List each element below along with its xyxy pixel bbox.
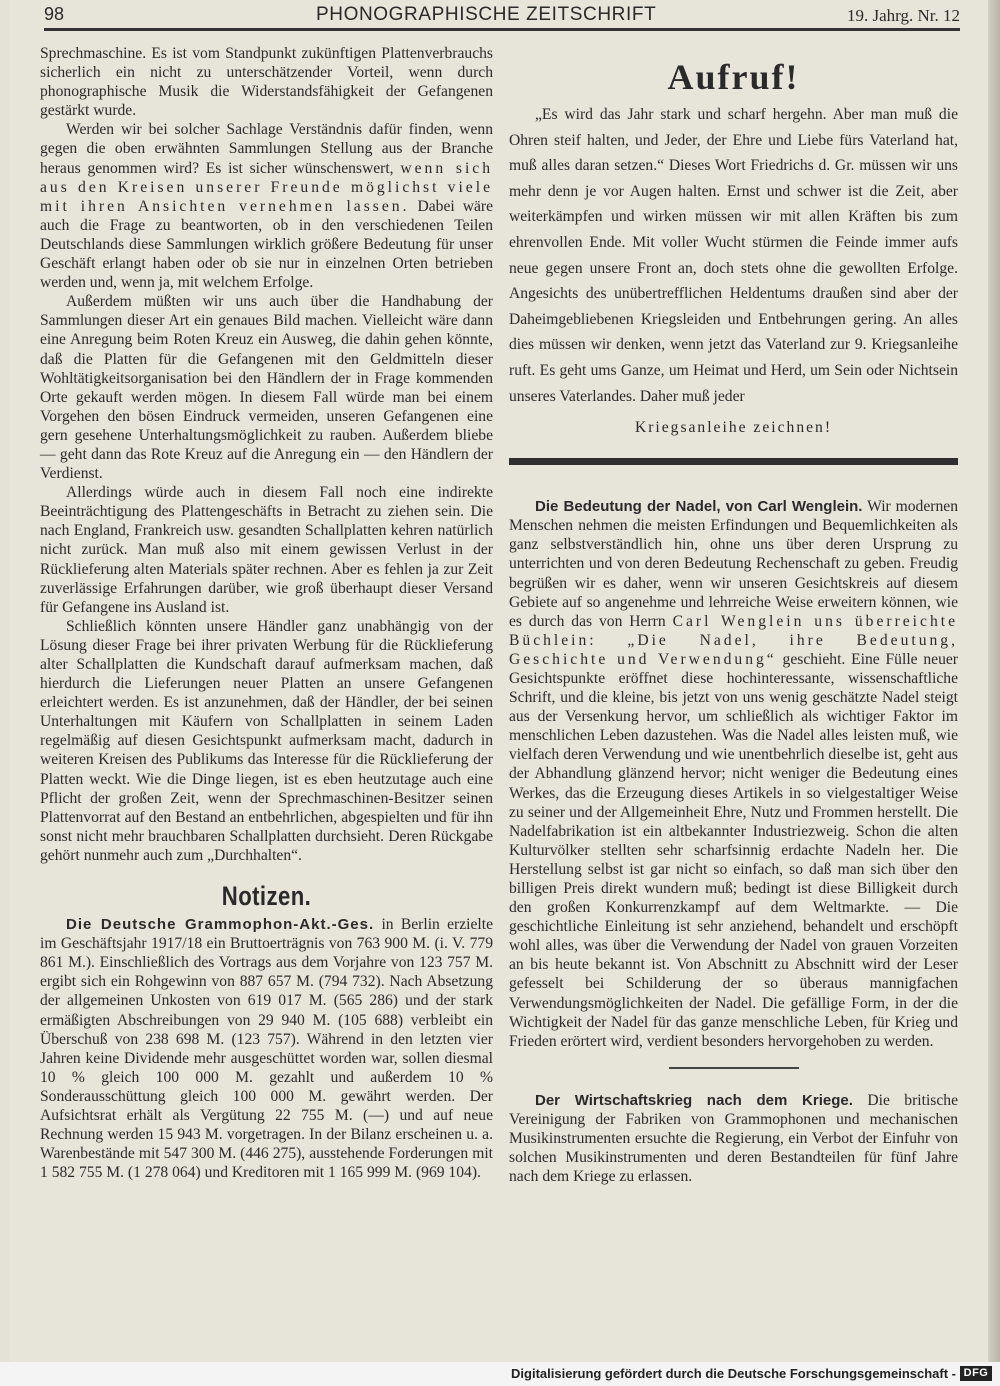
- wirtschaft-lead: Der Wirtschaftskrieg nach dem Kriege.: [535, 1091, 853, 1109]
- dfg-logo: DFG: [960, 1366, 992, 1381]
- paragraph: Sprechmaschine. Es ist vom Standpunkt zukünftigen Plattenverbrauchs sicherlich ein nicht zu unterschätzender Vorteil, wenn durch phonographische Musik die Widerstandsfähigkeit der Gefangenen gestärkt wurde.: [40, 45, 493, 120]
- paragraph: [40, 120, 493, 292]
- nadel-lead: Die Bedeutung der Nadel, von Carl Wenglein.: [535, 498, 863, 516]
- header-rule: [44, 28, 960, 31]
- journal-title: PHONOGRAPHISCHE ZEITSCHRIFT: [316, 4, 657, 25]
- section-divider: [509, 458, 958, 465]
- paragraph-text: Wir modernen Menschen nehmen die meisten Erfindungen und Bequemlichkeiten als ganz selbstverständlich hin, ohne uns über deren Ursprung zu unterrichten und von deren Bedeutung Rechenschaft zu geben. Freudig begrüßen wir es daher, wenn wir unseren Gesichtskreis auf diesem Gebiete auf so angenehme und lehrreiche Weise erweitern können, wie es durch das von Herrn: [509, 498, 958, 630]
- paragraph: Außerdem müßten wir uns auch über die Handhabung der Sammlungen dieser Art ein genaues Bild machen. Vielleicht wäre dann eine Anregung beim Roten Kreuz ein Ausweg, die dahin gehen könnte, daß die Platten für die Gefangenen mit den Geldmitteln dieser Wohltätigkeitsorganisation bei den Händlern der in Frage kommenden Orte gekauft werden mögen. In diesem Fall würde man bei einem Vorgehen den bösen Eindruck vermeiden, unseren Gefangenen eine gern gesehene Unterhaltungsmöglichkeit zu rauben. Außerdem bliebe — geht dann das Rote Kreuz auf die Anregung ein — den Händlern der Verdienst.: [40, 293, 493, 483]
- aufruf-paragraph: „Es wird das Jahr stark und scharf hergehn. Aber man muß die Ohren steif halten, und Jeder, der Ehre und Liebe fürs Vaterland hat, muß alles daran setzen.“ Dieses Wort Friedrichs d. Gr. müssen wir uns mehr denn je vor Augen halten. Ernst und schwer ist die Zeit, aber weiterkämpfen und wirken müssen wir mit allen Kräften bis zum ehrenvollen Ende. Mit voller Wucht stürmen die Feinde immer aufs neue gegen unsere Front an, doch stets ohne die gewollten Erfolge. Angesichts des unübertrefflichen Heldentums draußen sind aber der Daheimgebliebenen Kriegsleiden und Entbehrungen gering. An alles dies müssen wir denken, wenn jetzt das Vaterland zur 9. Kriegsanleihe ruft. Es geht ums Ganze, um Heimat und Herd, um Sein oder Nichtsein unseres Vaterlandes. Daher muß jeder: [509, 106, 958, 405]
- footer-credit: Digitalisierung gefördert durch die Deutsche Forschungsgemeinschaft -: [511, 1366, 956, 1381]
- right-column: [509, 56, 958, 1186]
- spaced-text: wenn sich aus den Kreisen unserer Freunde möglichst viele mit ihren Ansichten vernehmen lassen.: [40, 159, 493, 215]
- short-divider: [669, 1067, 799, 1069]
- spaced-text: Carl Wenglein uns überreichte Büchlein: „Die Nadel, ihre Bedeutung, Geschichte und Verwendung“: [509, 612, 958, 668]
- paragraph: Allerdings würde auch in diesem Fall noch eine indirekte Beeinträchtigung des Plattengeschäfts in Betracht zu ziehen sein. Die nach England, Frankreich usw. gesandten Schallplatten kehren natürlich nicht zurück. Man muß also mit einem gewissen Verlust in der Rücklieferung alten Materials später rechnen. Aber es fehlen ja zur Zeit zuverlässige Erfahrungen darüber, wie groß überhaupt dieser Versand für Gefangene ins Ausland ist.: [40, 484, 493, 616]
- paragraph-text: geschieht. Eine Fülle neuer Gesichtspunkte eröffnet diese hochinteressante, wissenschaftliche Schrift, und die kleine, bis jetzt von uns wenig geschätzte Nadel steigt aus der Versenkung hervor, um schließlich als wichtiger Faktor im menschlichen Leben dazustehen. Was die Nadel alles leisten muß, wie vielfach deren Verwendung und wie unentbehrlich dieselbe ist, geht aus der Abhandlung glänzend hervor; nicht weniger die Bedeutung eines Werkes, das die Erzeugung dieses Artikels in so vielgestaltiger Weise zu seiner und der Allgemeinheit Ehre, Nutz und Frommen herstellt. Die Nadelfabrikation ist ein altbekannter Industriezweig. Schon die alten Kulturvölker stellten sehr scharfsinnig erdachte Nadeln her. Die Herstellung selbst ist gar nicht so einfach, so daß man sich über den billigen Preis direkt wundern muß; bedingt ist diese Billigkeit durch den großen Konkurrenzkampf auf dem Weltmarkte. — Die geschichtliche Einleitung ist sehr anziehend, behandelt und erschöpft wohl alles, was über die Verwendung der Nadel von grauen Vorzeiten an bis heute bekannt ist. Von Abschnitt zu Abschnitt wird der Leser gefesselt bei Schilderung der so überaus mannigfachen Verwendungsmöglichkeiten der Nadel. Die gefällige Form, in der die Wichtigkeit der Nadel für das ganze menschliche Leben, für Krieg und Frieden erörtert wird, verdient besonders hervorgehoben zu werden.: [509, 650, 958, 1050]
- aufruf-heading: Aufruf!: [667, 57, 800, 97]
- notizen-paragraph: [40, 915, 493, 1182]
- notizen-heading: Notizen.: [221, 881, 312, 912]
- paragraph-text: Die britische Vereinigung der Fabriken von Grammophonen und mechanischen Musikinstrumenten ersuchte die Regierung, ein Verbot der Einfuhr von solchen Musikinstrumenten und deren Bestandteilen für fünf Jahre nach dem Kriege zu erlassen.: [509, 1091, 958, 1186]
- issue-info: 19. Jahrg. Nr. 12: [846, 6, 960, 25]
- page-header: [44, 2, 960, 28]
- nadel-paragraph: [509, 497, 958, 1051]
- footer-bar: [0, 1362, 1000, 1386]
- paragraph-text: Dabei wäre auch die Frage zu beantworten, ob in den verschiedenen Teilen Deutschlands diese Sammlungen wirklich größere Bedeutung für unser Geschäft erlangt haben oder ob sie nur in einzelnen Orten betrieben werden und, wenn ja, mit welchem Erfolge.: [40, 197, 493, 292]
- left-column: [40, 44, 493, 1182]
- paragraph: Schließlich könnten unsere Händler ganz unabhängig von der Lösung dieser Frage bei ihrer privaten Werbung für die Rücklieferung alter Schallplatten die Kundschaft darauf aufmerksam machen, daß hierdurch die Lieferungen neuer Platten an unsere Gefangenen erleichtert werden. Es ist anzunehmen, daß der Händler, der bei seinen Unterhaltungen mit Käufern von Schallplatten in seinem Laden regelmäßig auf diesen Gesichtspunkt aufmerksam macht, dadurch in weiteren Kreisen des Publikums das Interesse für die Rücklieferung der Platten weckt. Wie die Dinge liegen, ist es eben heutzutage auch eine Pflicht der großen Zeit, wenn der Sprechmaschinen-Besitzer seinen Plattenvorrat auf den Bestand an entbehrlichen, abgespielten und für ihn sonst nicht mehr brauchbaren Schallplatten durchsieht. Deren Rückgabe gehört nunmehr auch zum „Durchhalten“.: [40, 617, 493, 864]
- notizen-lead: Die Deutsche Grammophon-Akt.-Ges.: [66, 916, 375, 934]
- wirtschaft-paragraph: [509, 1091, 958, 1186]
- paragraph-text: Werden wir bei solcher Sachlage Verständnis dafür finden, wenn gegen die oben erwähnten Sammlungen Stellung aus der Branche heraus genommen wird? Es ist sicher wünschenswert,: [40, 121, 493, 177]
- page-edge-shadow: [988, 0, 1000, 1362]
- paragraph-text: in Berlin erzielte im Geschäftsjahr 1917/18 ein Bruttoerträgnis von 763 900 M. (i. V. 779 861 M.). Einschließlich des Vortrags aus dem Vorjahre von 123 757 M. ergibt sich ein Rohgewinn von 887 657 M. (794 732). Nach Absetzung der allgemeinen Unkosten von 619 017 M. (565 286) und der stark ermäßigten Abschreibungen von 29 940 M. (105 688) verbleibt ein Überschuß von 238 698 M. (123 757). Während in den letzten vier Jahren keine Dividende mehr ausgeschüttet worden war, sollen diesmal 10 % gleich 100 000 M. gezahlt und außerdem 10 % Sonderausschüttung gleich 100 000 M. gewährt werden. Der Aufsichtsrat erhält als Vergütung 22 755 M. (—) und auf neue Rechnung werden 15 943 M. vorgetragen. In der Bilanz erscheinen u. a. Warenbestände mit 547 300 M. (446 275), ausstehende Forderungen mit 1 582 755 M. (1 278 064) und Kreditoren mit 1 165 999 M. (969 104).: [40, 916, 494, 1182]
- page-number: 98: [44, 4, 65, 24]
- aufruf-closing: Kriegsanleihe zeichnen!: [634, 419, 833, 437]
- aufruf-body: [509, 102, 958, 440]
